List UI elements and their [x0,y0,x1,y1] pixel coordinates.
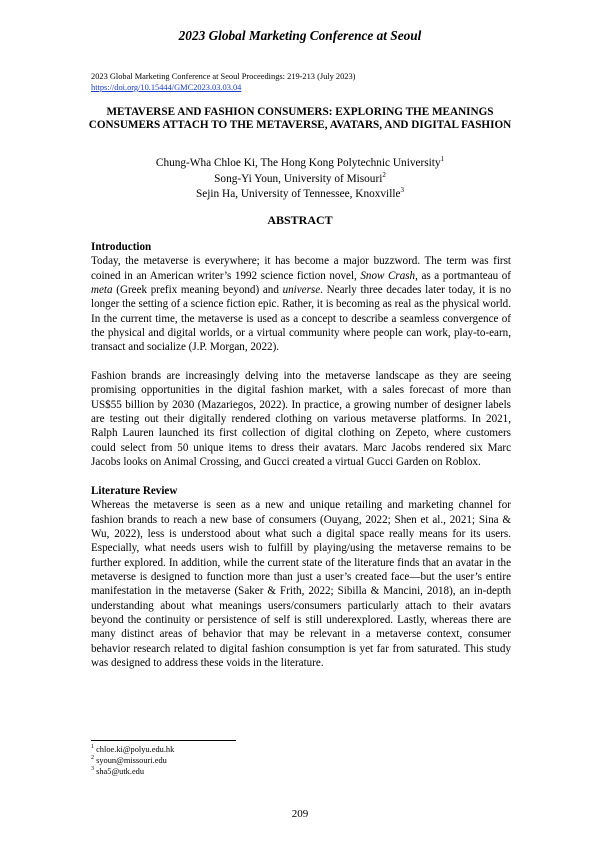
proceedings-citation [91,71,355,93]
footnote-item: $^2$ syoun@missouri.edu [91,755,167,765]
paper-title: METAVERSE AND FASHION CONSUMERS: EXPLORING THE MEANINGS CONSUMERS ATTACH TO THE METAVERSE, AVATARS, AND DIGITAL FASHION [88,106,512,132]
running-header: 2023 Global Marketing Conference at Seoul [178,28,422,43]
abstract-heading: ABSTRACT [267,213,333,227]
footnote-item: $^1$ chloe.ki@polyu.edu.hk [91,744,175,754]
section-heading-literature-review: Literature Review [91,484,178,497]
intro-paragraph-1: Today, the metaverse is everywhere; it has become a major buzzword. The term was first coined in an American writer’s 1992 science fiction novel, Snow Crash, as a portmanteau of meta (Greek prefix meaning beyond) and universe. Nearly three decades later today, it is no longer the setting of a science fiction epic. Rather, it is becoming as real as the physical world. In the current time, the metaverse is used as a concept to describe a seamless convergence of the physical and digital worlds, or a virtual community where people can work, play-to-earn, transact and socialize (J.P. Morgan, 2022). [91,255,511,354]
footnote-item: $^3$ sha5@utk.edu [91,766,145,776]
intro-paragraph-2: Fashion brands are increasingly delving into the metaverse landscape as they are seeing promising opportunities in the digital fashion market, with a sales forecast of more than US$55 billion by 2030 (Mazariegos, 2022). In practice, a growing number of designer labels are testing out their digitally rendered clothing on various metaverse platforms. In 2021, Ralph Lauren launched its first collection of digital clothing on Zepeto, where customers could select from 50 unique items to dress their avatars. Marc Jacobs rendered six Marc Jacobs looks on Animal Crossing, and Gucci created a virtual Gucci Garden on Roblox. [91,370,511,469]
section-heading-introduction: Introduction [91,241,152,253]
page-number: 209 [291,808,309,820]
doi-link[interactable]: https://doi.org/10.15444/GMC2023.03.03.04 [91,83,242,92]
footnote-divider [91,740,236,741]
literature-paragraph: Whereas the metaverse is seen as a new and unique retailing and marketing channel for fashion brands to reach a new base of consumers (Ouyang, 2022; Shen et al., 2021; Sina & Wu, 2022), less is understood about what such a digital space really means for its users. Especially, what needs users wish to fulfill by playing/using the metaverse remains to be further explored. In addition, while the current state of the literature finds that an avatar in the metaverse is designed to function more than just a user’s created face—but the user’s entire manifestation in the metaverse (Saker & Frith, 2022; Sibilla & Mancini, 2018), an in-depth understanding about what meanings users/consumers particularly attach to their avatars beyond the continuity or persistence of self is still underexplored. Lastly, whereas there are many distinct areas of behavior that may be relevant in a metaverse context, consumer behavior research related to digital fashion consumption is yet far from saturated. This study was designed to address these voids in the literature. [91,499,511,669]
proceedings-line: 2023 Global Marketing Conference at Seoul Proceedings: 219-213 (July 2023) [91,72,356,81]
author-line: Chung-Wha Chloe Ki, The Hong Kong Polytechnic University$^1$ [155,155,445,169]
author-line: Sejin Ha, University of Tennessee, Knoxville$^3$ [195,186,404,201]
author-list [90,156,510,203]
author-line: Song-Yi Youn, University of Misouri$^2$ [214,170,386,185]
abstract-body [91,240,511,685]
footnotes [91,744,174,777]
